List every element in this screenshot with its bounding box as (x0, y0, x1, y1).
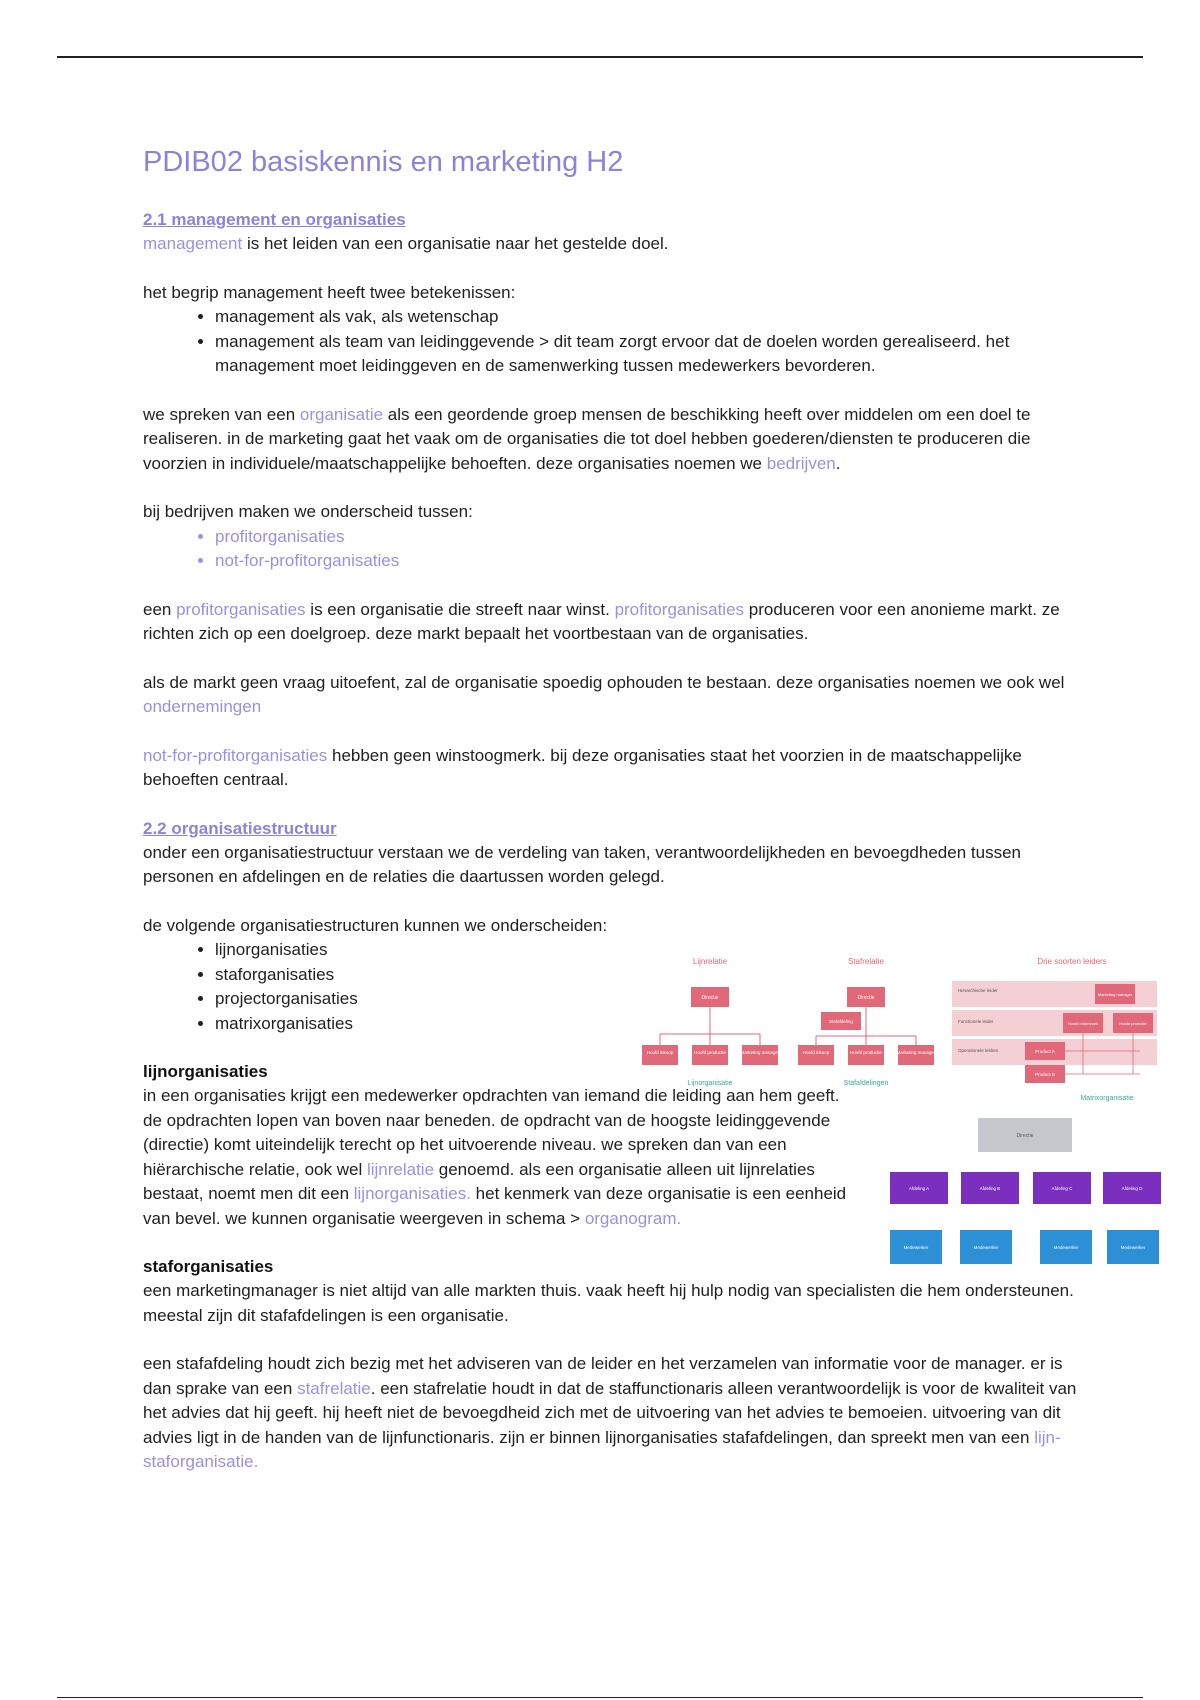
paragraph-structuren-intro: de volgende organisatiestructuren kunnen we onderscheiden: (143, 915, 608, 935)
paragraph-staf-1: een marketingmanager is niet altijd van alle markten thuis. vaak heeft hij hulp nodig van specialisten die hem ondersteunen. meestal zijn dit stafafdelingen is een organisatie. (143, 1281, 1074, 1325)
subheading-lijnorganisaties: lijnorganisaties (143, 1062, 268, 1081)
document-body (143, 142, 1078, 1475)
svg-text:Hiërarchische leider: Hiërarchische leider (958, 988, 998, 993)
header-rule (57, 56, 1143, 58)
svg-text:Afdeling A: Afdeling A (908, 1186, 930, 1191)
list-item: • lijnorganisaties (215, 938, 1078, 963)
term-lijnorganisaties: lijnorganisaties. (353, 1184, 471, 1203)
organogram-diagram (885, 1112, 1165, 1272)
paragraph-onderscheid: bij bedrijven maken we onderscheid tussen: (143, 502, 473, 521)
svg-text:Hoofd productie: Hoofd productie (694, 1050, 726, 1055)
svg-text:Hoofd promotie: Hoofd promotie (1119, 1021, 1147, 1026)
paragraph-profit: een profitorganisaties is een organisatie die streeft naar winst. profitorganisaties produceren voor een anonieme markt. ze richten zich op een doelgroep. deze markt bepaalt het voortbestaan van de organisaties. (143, 599, 1060, 643)
svg-text:Hoofd onderzoek: Hoofd onderzoek (1067, 1021, 1099, 1026)
term-lijnrelatie: lijnrelatie (366, 1159, 435, 1179)
term-not-for-profit: not-for-profitorganisaties (143, 745, 328, 765)
organisation-structures-diagram (640, 950, 1160, 1110)
svg-text:Hoofd inkoop: Hoofd inkoop (802, 1050, 830, 1055)
svg-text:Marketing manager: Marketing manager (740, 1050, 780, 1055)
list-item: • projectorganisaties (215, 987, 1078, 1012)
svg-text:Afdeling D: Afdeling D (1121, 1186, 1143, 1191)
list-organisation-types (143, 525, 1078, 574)
svg-text:Operationele leiders: Operationele leiders (958, 1048, 999, 1053)
subheading-staforganisaties: staforganisaties (143, 1257, 274, 1276)
caption-lijnorganisatie: Lijnorganisatie (687, 1080, 733, 1087)
footer-rule (57, 1697, 1143, 1698)
svg-text:Product A: Product A (1035, 1049, 1055, 1054)
term-lijn-staforganisatie: lijn-staforganisatie. (143, 1427, 1061, 1471)
paragraph-staf-2: een stafafdeling houdt zich bezig met het adviseren van de leider en het verzamelen van informatie voor de manager. er is dan sprake van een stafrelatie. een stafrelatie houdt in dat de staffunctionaris alleen verantwoordelijk is voor de kwaliteit van het advies dat hij geeft. hij heeft niet de bevoegdheid zich met de uitvoering van het advies te bemoeien. uitvoering van dit advies ligt in de handen van de lijnfunctionaris. zijn er binnen lijnorganisaties stafafdelingen, dan spreekt men van een lijn-staforganisatie. (143, 1354, 1077, 1471)
term-organisatie: organisatie (299, 404, 384, 424)
panel-matrixorganisatie (952, 981, 1157, 1102)
term-bedrijven: bedrijven (766, 453, 836, 473)
term-management: management (143, 234, 243, 253)
box-sub (742, 1045, 778, 1065)
svg-text:Functionele leider: Functionele leider (958, 1019, 994, 1024)
svg-text:Stafafdeling: Stafafdeling (829, 1019, 853, 1024)
svg-text:Medewerker: Medewerker (903, 1245, 929, 1250)
caption-matrixorganisatie: Matrixorganisatie (1080, 1095, 1134, 1102)
paragraph-betekenissen: het begrip management heeft twee betekenissen: (143, 282, 516, 302)
list-item: • management als team van leidinggevende > dit team zorgt ervoor dat de doelen worden gerealiseerd. het management moet leidinggeven en de samenwerking tussen medewerkers bevorderen. (215, 330, 1078, 379)
paragraph-management: management is het leiden van een organisatie naar het gestelde doel. (143, 234, 669, 253)
svg-text:Afdeling B: Afdeling B (979, 1186, 1001, 1191)
term-organogram: organogram. (584, 1208, 682, 1228)
svg-text:Directie: Directie (701, 995, 719, 1001)
panel-title-lijnrelatie: Lijnrelatie (692, 957, 728, 966)
box-sub (848, 1045, 884, 1065)
svg-text:Medewerker: Medewerker (973, 1245, 999, 1250)
page-title: PDIB02 basiskennis en marketing H2 (143, 146, 624, 178)
list-betekenissen (143, 305, 1078, 379)
svg-text:Directie: Directie (1016, 1133, 1034, 1139)
list-item: • matrixorganisaties (215, 1012, 1078, 1037)
section-heading-2-2: 2.2 organisatiestructuur (143, 818, 337, 838)
list-item: • staforganisaties (215, 963, 1078, 988)
panel-title-stafrelatie: Stafrelatie (847, 957, 885, 966)
paragraph-not-for-profit: not-for-profitorganisaties hebben geen winstoogmerk. bij deze organisaties staat het voorzien in de maatschappelijke behoeften centraal. (143, 745, 1022, 789)
paragraph-lijnorganisaties: in een organisaties krijgt een medewerker opdrachten van iemand die leiding aan hem geeft. de opdrachten lopen van boven naar beneden. de opdracht van de hoogste leidinggevende (directie) komt uiteindelijk terecht op het uitvoerende niveau. we spreken dan van een hiërarchische relatie, ook wel lijnrelatie genoemd. als een organisatie alleen uit lijnrelaties bestaat, noemt men dit een lijnorganisaties. het kenmerk van deze organisatie is een eenheid van bevel. we kunnen organisatie weergeven in schema > organogram. (143, 1086, 847, 1228)
svg-text:Medewerker: Medewerker (1053, 1245, 1079, 1250)
box-sub (642, 1045, 678, 1065)
list-item: • management als vak, als wetenschap (215, 305, 1078, 330)
svg-text:Marketing manager: Marketing manager (1097, 992, 1133, 997)
panel-stafafdelingen (798, 987, 936, 1087)
term-profitorganisaties: profitorganisaties (176, 599, 306, 619)
svg-text:Product B: Product B (1035, 1072, 1055, 1077)
box-sub (692, 1045, 728, 1065)
box-sub (798, 1045, 834, 1065)
paragraph-organisatie: we spreken van een organisatie als een geordende groep mensen de beschikking heeft over middelen om een doel te realiseren. in de marketing gaat het vaak om de organisaties die tot doel hebben goederen/diensten te produceren die voorzien in individuele/maatschappelijke behoeften. deze organisaties noemen we bedrijven. (143, 404, 1031, 473)
panel-lijnorganisatie (642, 987, 780, 1087)
panel-title-leiders: Drie soorten leiders (1037, 957, 1107, 966)
section-heading-2-1: 2.1 management en organisaties (143, 210, 406, 229)
list-item: • profitorganisaties (215, 525, 1078, 550)
term-profitorganisaties: profitorganisaties (614, 599, 745, 619)
svg-text:Hoofd inkoop: Hoofd inkoop (646, 1050, 674, 1055)
term-stafrelatie: stafrelatie (297, 1378, 371, 1398)
list-item: • not-for-profitorganisaties (215, 549, 1078, 574)
svg-text:Medewerker: Medewerker (1120, 1245, 1146, 1250)
term-ondernemingen: ondernemingen (143, 697, 262, 716)
svg-text:Hoofd productie: Hoofd productie (850, 1050, 882, 1055)
svg-text:Marketing manager: Marketing manager (896, 1050, 936, 1055)
paragraph-ondernemingen: als de markt geen vraag uitoefent, zal de organisatie spoedig ophouden te bestaan. deze organisaties noemen we ook wel ondernemingen (143, 672, 1065, 716)
svg-text:Directie: Directie (857, 995, 875, 1001)
caption-stafafdelingen: Stafafdelingen (843, 1080, 889, 1087)
box-sub (898, 1045, 934, 1065)
paragraph-structuur: onder een organisatiestructuur verstaan we de verdeling van taken, verantwoordelijkheden en bevoegdheden tussen personen en afdelingen en de relaties die daartussen worden gelegd. (143, 842, 1021, 886)
svg-text:Afdeling C: Afdeling C (1051, 1186, 1073, 1191)
